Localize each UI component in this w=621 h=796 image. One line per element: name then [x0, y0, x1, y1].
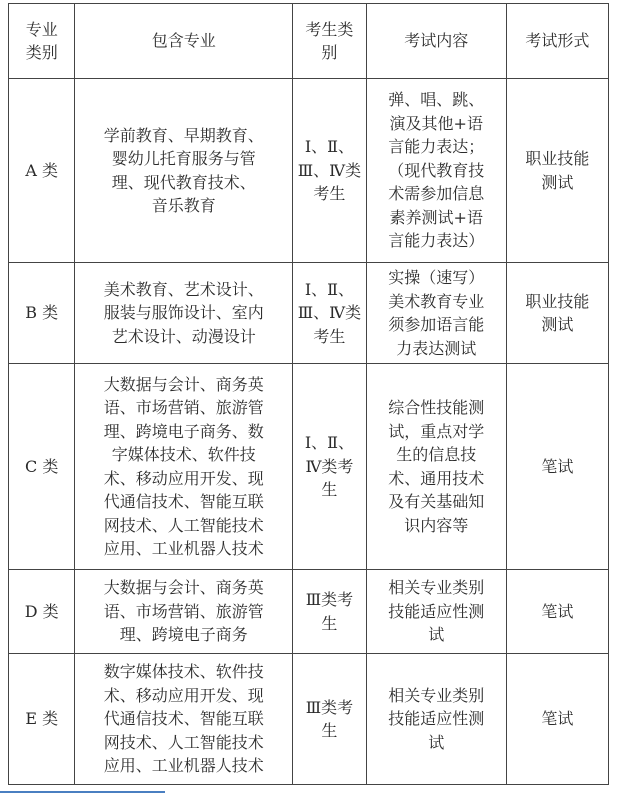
table-header-row: [9, 4, 609, 79]
row-category: A 类: [9, 79, 75, 263]
header-category: 专业 类别: [9, 4, 75, 79]
row-content: 相关专业类别 技能适应性测 试: [366, 570, 506, 654]
row-content: 弹、唱、跳、 演及其他+语 言能力表达； （现代教育技 术需参加信息 素养测试+语 言能力表达）: [366, 79, 506, 263]
table-row: [9, 263, 609, 364]
row-category: C 类: [9, 364, 75, 570]
table-row: [9, 654, 609, 785]
header-content: 考试内容: [366, 4, 506, 79]
row-candidate-type: Ⅰ、Ⅱ、 Ⅲ、Ⅳ类 考生: [293, 79, 367, 263]
row-content: 相关专业类别 技能适应性测 试: [366, 654, 506, 785]
row-content: 实操（速写） 美术教育专业 须参加语言能 力表达测试: [366, 263, 506, 364]
row-majors: 大数据与会计、商务英 语、市场营销、旅游管 理、跨境电子商务、数 字媒体技术、软件技 术、移动应用开发、现 代通信技术、智能互联 网技术、人工智能技术 应用、工业机器人技术: [75, 364, 293, 570]
row-majors: 学前教育、早期教育、 婴幼儿托育服务与管 理、现代教育技术、 音乐教育: [75, 79, 293, 263]
row-content: 综合性技能测 试，重点对学 生的信息技 术、通用技术 及有关基础知 识内容等: [366, 364, 506, 570]
table-row: [9, 570, 609, 654]
row-form: 职业技能 测试: [506, 263, 608, 364]
table-row: [9, 79, 609, 263]
row-candidate-type: Ⅲ类考 生: [293, 654, 367, 785]
row-majors: 美术教育、艺术设计、 服装与服饰设计、室内 艺术设计、动漫设计: [75, 263, 293, 364]
row-category: B 类: [9, 263, 75, 364]
row-majors: 大数据与会计、商务英 语、市场营销、旅游管 理、跨境电子商务: [75, 570, 293, 654]
row-category: D 类: [9, 570, 75, 654]
exam-table: [8, 3, 609, 785]
row-form: 职业技能 测试: [506, 79, 608, 263]
row-category: E 类: [9, 654, 75, 785]
row-form: 笔试: [506, 364, 608, 570]
header-form: 考试形式: [506, 4, 608, 79]
bottom-divider: [0, 791, 165, 793]
header-majors: 包含专业: [75, 4, 293, 79]
row-candidate-type: Ⅰ、Ⅱ、 Ⅳ类考 生: [293, 364, 367, 570]
header-candidate-type: 考生类 别: [293, 4, 367, 79]
row-candidate-type: Ⅲ类考 生: [293, 570, 367, 654]
table-row: [9, 364, 609, 570]
row-majors: 数字媒体技术、软件技 术、移动应用开发、现 代通信技术、智能互联 网技术、人工智能技术 应用、工业机器人技术: [75, 654, 293, 785]
row-form: 笔试: [506, 654, 608, 785]
row-form: 笔试: [506, 570, 608, 654]
row-candidate-type: Ⅰ、Ⅱ、 Ⅲ、Ⅳ类 考生: [293, 263, 367, 364]
